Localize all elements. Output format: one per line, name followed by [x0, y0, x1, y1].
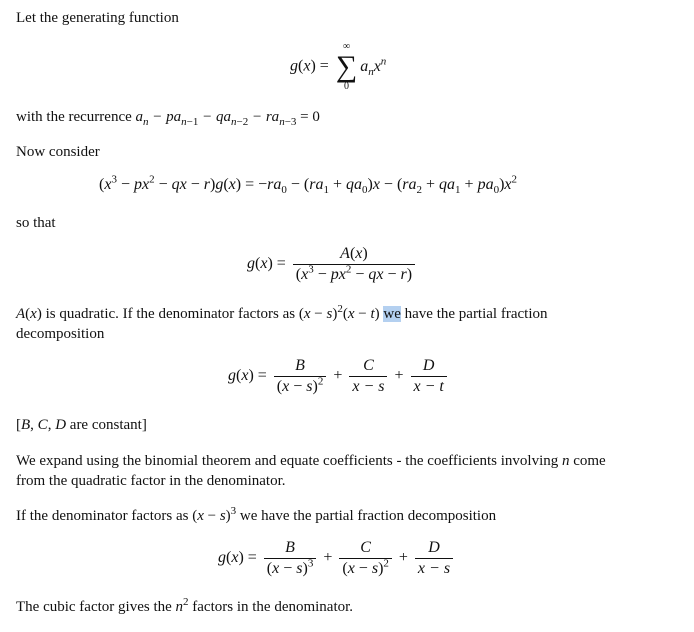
equation-partial-fraction-2: g(x) = $\frac{B}{(x - s)^3}$ + $\frac{C}{(x - s)^2}$ + $\frac{D}{x - s}$	[218, 538, 456, 579]
text-so-that: so that	[16, 215, 56, 231]
sigma-icon: ∞ ∑ 0	[335, 41, 358, 92]
text-binomial: We expand using the binomial theorem and equate coefficients - the coefficients involving n come	[16, 453, 606, 469]
text-constants: [B, C, D are constant]	[16, 417, 147, 433]
equation-product: ($x^3 - px^2$ − qx − $r)g(x) = -ra_0 - (ra_1 + qa_0)x - (ra_2 + qa_1 + pa_0)x^2$	[99, 173, 518, 197]
text-cubic-denominator: If the denominator factors as $(x - s)^3$ we have the partial fraction decomposition	[16, 505, 497, 524]
selected-text[interactable]: we	[383, 306, 401, 322]
text-quadratic: A(x) is quadratic. If the denominator factors as $(x - s)^2(x - t)$ we have the partial fraction	[16, 303, 548, 322]
equation-recurrence: $a_n - pa_{n-1} - qa_{n-2} - ra_{n-3} = 0$	[135, 109, 320, 128]
equation-generating-function: g(x) = ∞ ∑ 0 $a_nx^n$	[290, 41, 387, 92]
text-quadratic-factor: from the quadratic factor in the denominator.	[16, 473, 286, 489]
text-decomposition: decomposition	[16, 326, 105, 342]
equation-partial-fraction-1: g(x) = $\frac{B}{(x - s)^2}$ + $\frac{C}{x - s}$ + $\frac{D}{x - t}$	[228, 356, 450, 397]
text-recurrence: with the recurrence $a_n - pa_{n-1} - qa_{n-2} - ra_{n-3} = 0$	[16, 109, 320, 128]
text-cubic-factor: The cubic factor gives the $n^2$ factors in the denominator.	[16, 596, 354, 615]
text-now-consider: Now consider	[16, 144, 100, 160]
text-intro: Let the generating function	[16, 10, 179, 26]
equation-ratio: g(x) = $\frac{A(x)}{(x^3 - px^2 - qx - r)}$	[247, 244, 418, 285]
